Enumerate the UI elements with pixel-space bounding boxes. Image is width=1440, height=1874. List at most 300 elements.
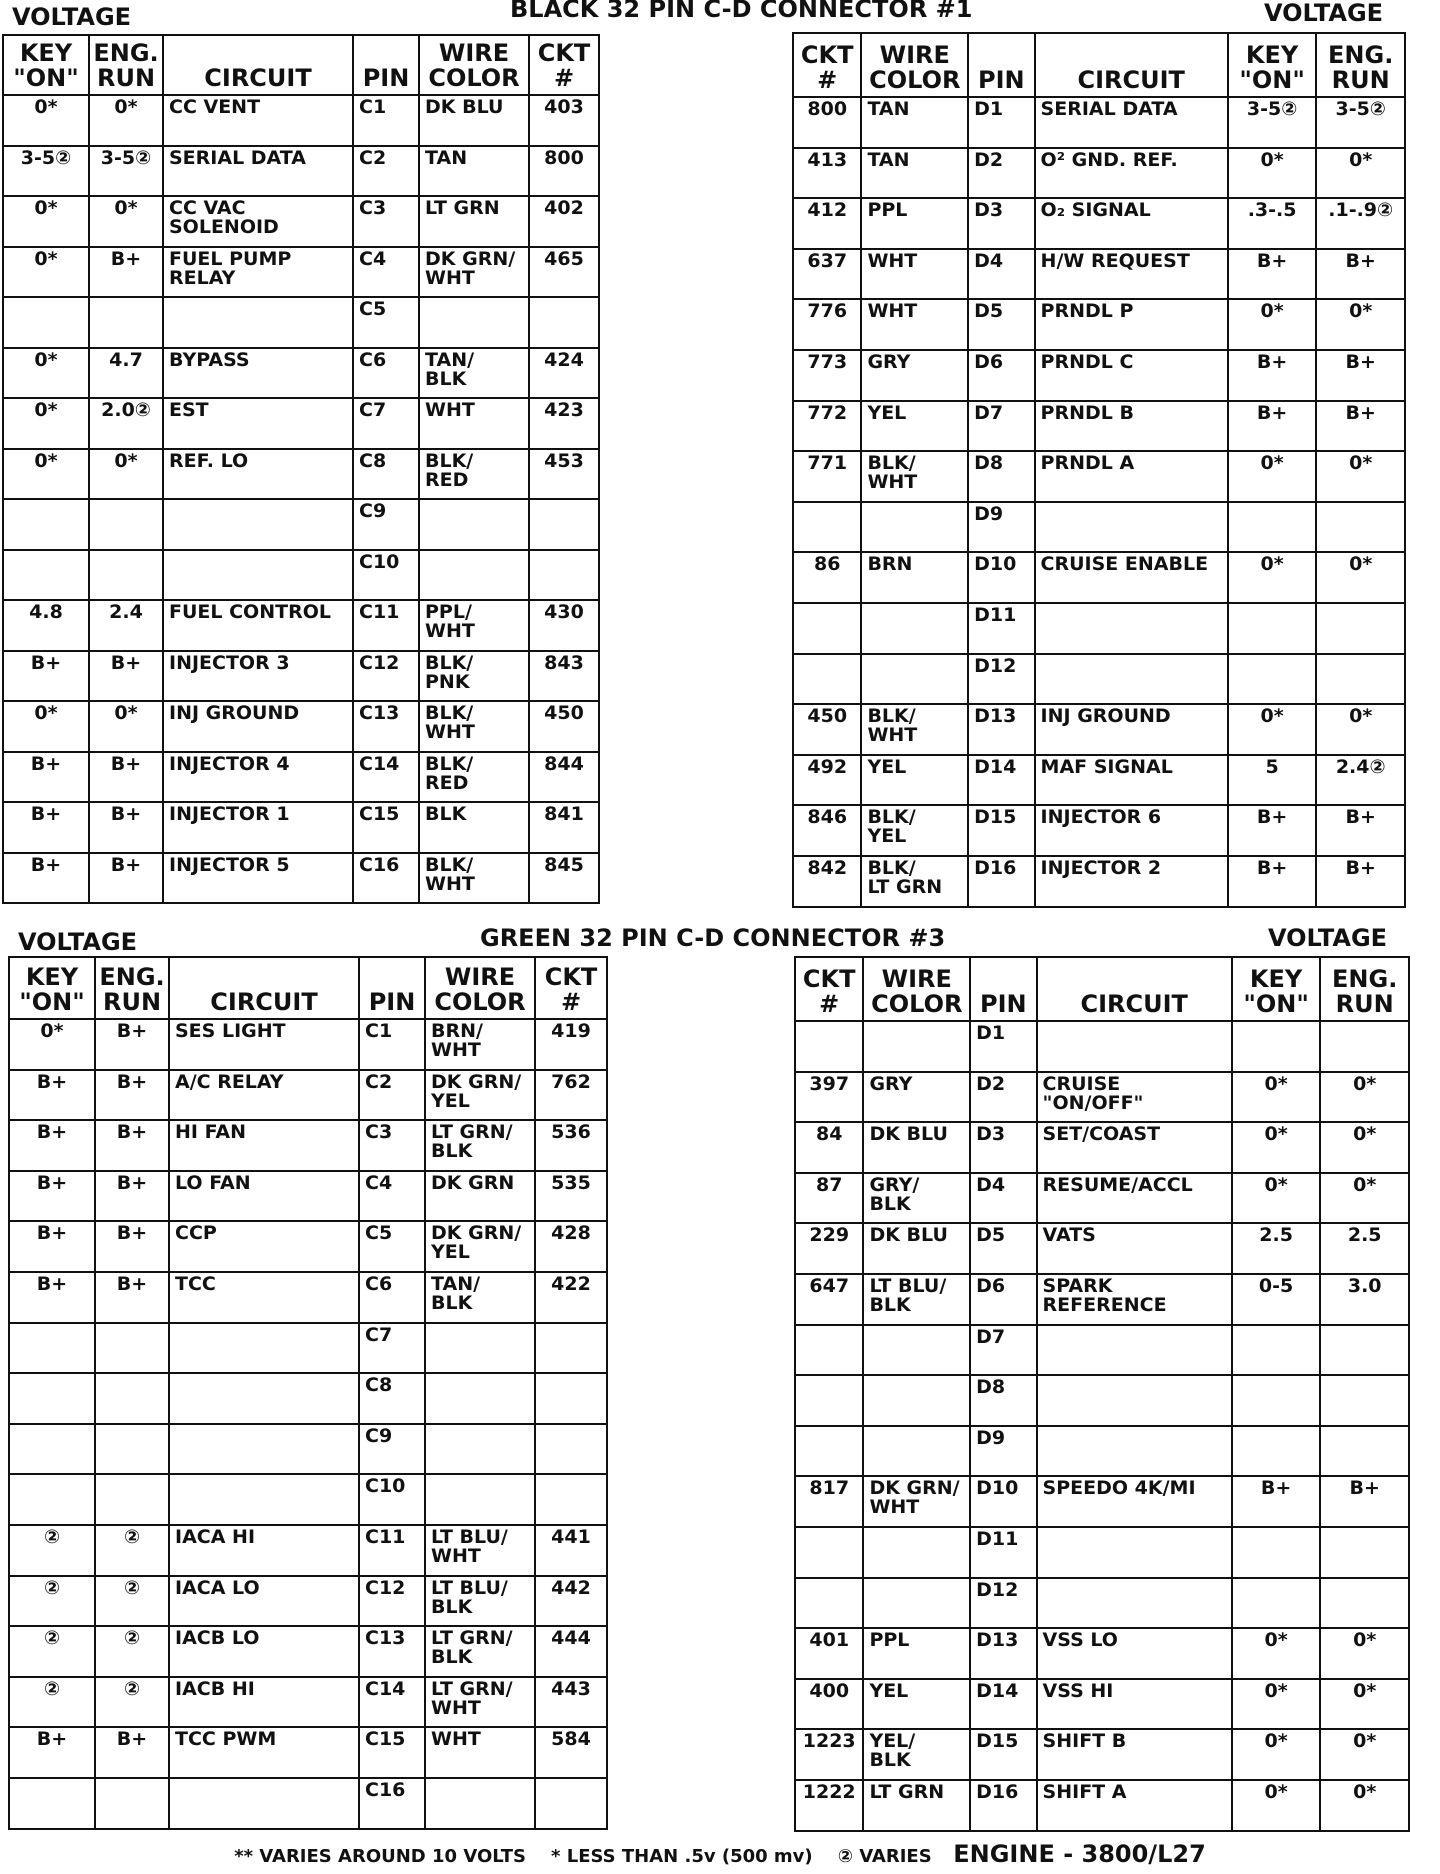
cell-pin: D14 — [970, 1679, 1036, 1730]
cell-pin: C5 — [359, 1221, 425, 1272]
cell-wire — [425, 1778, 535, 1829]
cell-circuit: IACA LO — [169, 1576, 359, 1627]
cell-ckt: 772 — [793, 401, 861, 452]
cell-eng-run: 0* — [1316, 299, 1405, 350]
cell-ckt: 1222 — [795, 1780, 863, 1831]
cell-eng-run — [1320, 1325, 1409, 1376]
cell-ckt: 844 — [529, 752, 599, 803]
cell-pin: D3 — [970, 1122, 1036, 1173]
cell-eng-run — [89, 550, 163, 601]
cell-wire — [419, 297, 529, 348]
cell-wire: TAN — [861, 97, 968, 148]
header-circuit: CIRCUIT — [163, 35, 353, 95]
table-row — [793, 856, 1405, 907]
cell-ckt: 647 — [795, 1274, 863, 1325]
cell-circuit — [1037, 1021, 1232, 1072]
cell-eng-run: B+ — [89, 802, 163, 853]
cell-circuit — [1037, 1375, 1232, 1426]
cell-pin: C4 — [359, 1171, 425, 1222]
black-d-pin-table — [792, 32, 1406, 908]
cell-wire: LT GRN/ BLK — [425, 1626, 535, 1677]
cell-wire: DK BLU — [863, 1122, 970, 1173]
cell-key-on: B+ — [9, 1171, 95, 1222]
cell-pin: C8 — [353, 449, 419, 500]
green-c-pin-table — [8, 956, 608, 1830]
cell-pin: D15 — [968, 805, 1034, 856]
cell-ckt — [529, 499, 599, 550]
cell-pin: C15 — [359, 1727, 425, 1778]
cell-pin: C13 — [359, 1626, 425, 1677]
cell-key-on: 4.8 — [3, 600, 89, 651]
cell-pin: D1 — [970, 1021, 1036, 1072]
cell-ckt: 841 — [529, 802, 599, 853]
engine-label: ENGINE - 3800/L27 — [953, 1840, 1206, 1868]
cell-circuit: FUEL PUMP RELAY — [163, 247, 353, 298]
cell-circuit: CRUISE "ON/OFF" — [1037, 1072, 1232, 1123]
table-row — [9, 1272, 607, 1323]
cell-eng-run: 0* — [1320, 1628, 1409, 1679]
table-row — [795, 1729, 1409, 1780]
cell-wire: LT GRN/ BLK — [425, 1120, 535, 1171]
cell-pin: C3 — [353, 196, 419, 247]
cell-circuit — [169, 1373, 359, 1424]
cell-ckt: 397 — [795, 1072, 863, 1123]
cell-pin: D16 — [970, 1780, 1036, 1831]
table-row — [3, 348, 599, 399]
black-voltage-left-label: VOLTAGE — [12, 3, 132, 31]
cell-ckt: 453 — [529, 449, 599, 500]
cell-pin: C10 — [359, 1474, 425, 1525]
cell-circuit: BYPASS — [163, 348, 353, 399]
cell-eng-run: ② — [95, 1525, 169, 1576]
cell-key-on: 0* — [1232, 1628, 1321, 1679]
cell-eng-run — [1320, 1021, 1409, 1072]
cell-eng-run: ② — [95, 1677, 169, 1728]
cell-ckt: 229 — [795, 1223, 863, 1274]
cell-wire: LT BLU/ BLK — [425, 1576, 535, 1627]
table-row — [793, 552, 1405, 603]
cell-ckt — [535, 1424, 607, 1475]
cell-wire: BLK/ YEL — [861, 805, 968, 856]
cell-circuit: VSS LO — [1037, 1628, 1232, 1679]
cell-key-on — [1232, 1527, 1321, 1578]
cell-wire — [861, 502, 968, 553]
cell-ckt: 87 — [795, 1173, 863, 1224]
cell-eng-run: ② — [95, 1576, 169, 1627]
cell-key-on: 0* — [1232, 1122, 1321, 1173]
cell-wire — [863, 1527, 970, 1578]
cell-eng-run — [1320, 1375, 1409, 1426]
table-row — [9, 1727, 607, 1778]
cell-circuit: SES LIGHT — [169, 1019, 359, 1070]
cell-ckt: 800 — [793, 97, 861, 148]
table-row — [9, 1576, 607, 1627]
header-eng-run: ENG. RUN — [95, 957, 169, 1019]
cell-circuit — [169, 1778, 359, 1829]
cell-circuit — [169, 1474, 359, 1525]
table-row — [9, 1019, 607, 1070]
cell-eng-run: B+ — [95, 1171, 169, 1222]
cell-eng-run — [1320, 1527, 1409, 1578]
table-row — [3, 550, 599, 601]
cell-eng-run: 0* — [89, 701, 163, 752]
cell-pin: C7 — [359, 1323, 425, 1374]
cell-ckt — [795, 1426, 863, 1477]
cell-eng-run: 0* — [89, 95, 163, 146]
cell-ckt: 441 — [535, 1525, 607, 1576]
cell-key-on — [1228, 603, 1317, 654]
table-row — [3, 499, 599, 550]
cell-key-on: 0* — [1232, 1072, 1321, 1123]
table-row — [793, 198, 1405, 249]
cell-key-on: B+ — [3, 651, 89, 702]
cell-key-on — [1228, 654, 1317, 705]
cell-key-on — [9, 1373, 95, 1424]
cell-eng-run: .1-.9② — [1316, 198, 1405, 249]
cell-pin: C16 — [359, 1778, 425, 1829]
cell-key-on — [9, 1778, 95, 1829]
cell-pin: C6 — [353, 348, 419, 399]
cell-eng-run — [89, 499, 163, 550]
cell-pin: D9 — [968, 502, 1034, 553]
cell-pin: D13 — [970, 1628, 1036, 1679]
cell-eng-run: 2.4 — [89, 600, 163, 651]
table-row — [795, 1527, 1409, 1578]
cell-circuit: FUEL CONTROL — [163, 600, 353, 651]
cell-ckt: 428 — [535, 1221, 607, 1272]
cell-wire: TAN/ BLK — [425, 1272, 535, 1323]
green-voltage-left-label: VOLTAGE — [18, 928, 138, 956]
cell-pin: D8 — [968, 451, 1034, 502]
black-voltage-right-label: VOLTAGE — [1264, 0, 1384, 27]
cell-wire: BLK/ WHT — [419, 701, 529, 752]
cell-circuit: INJECTOR 1 — [163, 802, 353, 853]
header-pin: PIN — [353, 35, 419, 95]
cell-circuit: SERIAL DATA — [163, 146, 353, 197]
cell-eng-run: B+ — [89, 853, 163, 904]
cell-circuit: INJECTOR 6 — [1035, 805, 1228, 856]
table-row — [9, 1626, 607, 1677]
cell-key-on: B+ — [9, 1272, 95, 1323]
cell-eng-run — [1316, 502, 1405, 553]
cell-pin: C9 — [353, 499, 419, 550]
cell-wire: DK GRN/ YEL — [425, 1221, 535, 1272]
cell-eng-run — [95, 1474, 169, 1525]
table-row — [795, 1780, 1409, 1831]
cell-key-on: 0* — [1232, 1173, 1321, 1224]
cell-pin: C6 — [359, 1272, 425, 1323]
legend-note: ** VARIES AROUND 10 VOLTS * LESS THAN .5v (500 mv) ② VARIES — [234, 1846, 932, 1867]
table-row — [795, 1122, 1409, 1173]
cell-key-on: ② — [9, 1677, 95, 1728]
cell-pin: D11 — [968, 603, 1034, 654]
cell-circuit: CC VAC SOLENOID — [163, 196, 353, 247]
cell-eng-run: 0* — [1320, 1729, 1409, 1780]
cell-key-on: B+ — [9, 1221, 95, 1272]
cell-key-on — [1232, 1325, 1321, 1376]
table-row — [795, 1223, 1409, 1274]
table-row — [795, 1274, 1409, 1325]
cell-wire — [863, 1375, 970, 1426]
header-pin: PIN — [968, 33, 1034, 97]
cell-eng-run — [89, 297, 163, 348]
cell-eng-run — [1316, 603, 1405, 654]
cell-ckt: 442 — [535, 1576, 607, 1627]
cell-key-on: .3-.5 — [1228, 198, 1317, 249]
cell-key-on — [1232, 1021, 1321, 1072]
cell-ckt — [529, 550, 599, 601]
cell-wire: YEL — [863, 1679, 970, 1730]
cell-wire — [425, 1373, 535, 1424]
cell-ckt: 800 — [529, 146, 599, 197]
cell-wire: BLK/ WHT — [861, 451, 968, 502]
cell-pin: C2 — [359, 1070, 425, 1121]
cell-key-on: 0* — [3, 196, 89, 247]
cell-circuit: SHIFT B — [1037, 1729, 1232, 1780]
cell-ckt: 402 — [529, 196, 599, 247]
cell-eng-run: 4.7 — [89, 348, 163, 399]
cell-key-on: 0* — [3, 348, 89, 399]
cell-ckt — [793, 502, 861, 553]
cell-wire: TAN — [861, 148, 968, 199]
cell-pin: C2 — [353, 146, 419, 197]
table-row — [9, 1525, 607, 1576]
cell-key-on: ② — [9, 1576, 95, 1627]
cell-ckt: 422 — [535, 1272, 607, 1323]
cell-circuit: INJECTOR 5 — [163, 853, 353, 904]
cell-eng-run — [95, 1778, 169, 1829]
cell-ckt: 776 — [793, 299, 861, 350]
cell-ckt: 535 — [535, 1171, 607, 1222]
header-eng-run: ENG. RUN — [1316, 33, 1405, 97]
cell-pin: C1 — [353, 95, 419, 146]
table-row — [795, 1476, 1409, 1527]
cell-eng-run — [1316, 654, 1405, 705]
cell-wire: TAN/ BLK — [419, 348, 529, 399]
header-wire-color: WIRE COLOR — [863, 957, 970, 1021]
cell-key-on — [1228, 502, 1317, 553]
table-row — [793, 704, 1405, 755]
cell-eng-run: B+ — [1316, 805, 1405, 856]
cell-pin: C12 — [359, 1576, 425, 1627]
cell-key-on: 0* — [1232, 1780, 1321, 1831]
cell-pin: D3 — [968, 198, 1034, 249]
header-ckt: CKT # — [529, 35, 599, 95]
table-row — [3, 95, 599, 146]
cell-wire: YEL — [861, 401, 968, 452]
cell-pin: D16 — [968, 856, 1034, 907]
cell-ckt: 450 — [793, 704, 861, 755]
cell-circuit: H/W REQUEST — [1035, 249, 1228, 300]
cell-circuit: TCC PWM — [169, 1727, 359, 1778]
cell-ckt: 444 — [535, 1626, 607, 1677]
table-row — [795, 1072, 1409, 1123]
table-row — [793, 350, 1405, 401]
cell-key-on: B+ — [1232, 1476, 1321, 1527]
cell-key-on: B+ — [1228, 249, 1317, 300]
table-row — [793, 805, 1405, 856]
cell-ckt — [795, 1375, 863, 1426]
cell-eng-run — [95, 1424, 169, 1475]
cell-key-on: B+ — [9, 1120, 95, 1171]
cell-circuit — [1037, 1578, 1232, 1629]
cell-ckt: 762 — [535, 1070, 607, 1121]
table-row — [9, 1171, 607, 1222]
cell-circuit: EST — [163, 398, 353, 449]
cell-key-on: 0* — [3, 95, 89, 146]
cell-pin: D9 — [970, 1426, 1036, 1477]
table-row — [9, 1677, 607, 1728]
cell-eng-run: B+ — [1320, 1476, 1409, 1527]
cell-ckt: 846 — [793, 805, 861, 856]
table-row — [793, 401, 1405, 452]
cell-circuit — [1035, 502, 1228, 553]
cell-wire: GRY — [863, 1072, 970, 1123]
table-row — [793, 148, 1405, 199]
cell-eng-run: B+ — [1316, 249, 1405, 300]
cell-pin: D5 — [970, 1223, 1036, 1274]
cell-key-on: 0* — [3, 247, 89, 298]
cell-eng-run: B+ — [95, 1727, 169, 1778]
cell-wire: BLK/ RED — [419, 449, 529, 500]
cell-eng-run: 0* — [1320, 1173, 1409, 1224]
cell-eng-run: 0* — [1320, 1122, 1409, 1173]
cell-pin: C7 — [353, 398, 419, 449]
cell-circuit: CCP — [169, 1221, 359, 1272]
cell-wire: BRN/ WHT — [425, 1019, 535, 1070]
table-row — [3, 146, 599, 197]
green-voltage-right-label: VOLTAGE — [1268, 924, 1388, 952]
cell-circuit: O₂ SIGNAL — [1035, 198, 1228, 249]
cell-key-on: 0* — [3, 449, 89, 500]
cell-circuit — [1037, 1527, 1232, 1578]
cell-circuit: SPEEDO 4K/MI — [1037, 1476, 1232, 1527]
cell-wire — [425, 1474, 535, 1525]
table-row — [9, 1424, 607, 1475]
cell-circuit — [1035, 654, 1228, 705]
cell-circuit: PRNDL C — [1035, 350, 1228, 401]
cell-pin: C9 — [359, 1424, 425, 1475]
cell-wire: DK GRN/ YEL — [425, 1070, 535, 1121]
table-row — [795, 1578, 1409, 1629]
cell-key-on: B+ — [9, 1727, 95, 1778]
cell-key-on: B+ — [1228, 856, 1317, 907]
table-row — [793, 451, 1405, 502]
cell-circuit: LO FAN — [169, 1171, 359, 1222]
header-circuit: CIRCUIT — [1035, 33, 1228, 97]
cell-ckt: 413 — [793, 148, 861, 199]
cell-key-on: 0* — [1228, 552, 1317, 603]
cell-wire: LT GRN — [863, 1780, 970, 1831]
header-ckt: CKT # — [795, 957, 863, 1021]
cell-circuit: IACB HI — [169, 1677, 359, 1728]
cell-key-on: B+ — [3, 802, 89, 853]
cell-wire: PPL — [861, 198, 968, 249]
cell-circuit — [163, 550, 353, 601]
cell-eng-run: 0* — [1316, 148, 1405, 199]
cell-key-on: 3-5② — [1228, 97, 1317, 148]
cell-circuit: TCC — [169, 1272, 359, 1323]
cell-eng-run: 0* — [1320, 1780, 1409, 1831]
cell-ckt: 424 — [529, 348, 599, 399]
cell-pin: C1 — [359, 1019, 425, 1070]
black-c-pin-table — [2, 34, 600, 904]
cell-circuit — [163, 499, 353, 550]
cell-ckt: 430 — [529, 600, 599, 651]
table-row — [3, 651, 599, 702]
cell-circuit: INJ GROUND — [163, 701, 353, 752]
cell-eng-run: B+ — [95, 1272, 169, 1323]
cell-ckt: 1223 — [795, 1729, 863, 1780]
cell-eng-run: 0* — [89, 196, 163, 247]
cell-wire — [425, 1323, 535, 1374]
table-row — [795, 1325, 1409, 1376]
table-row — [9, 1474, 607, 1525]
cell-ckt — [793, 603, 861, 654]
cell-eng-run: 3-5② — [89, 146, 163, 197]
cell-eng-run: 0* — [1320, 1679, 1409, 1730]
cell-circuit — [169, 1323, 359, 1374]
cell-wire — [861, 603, 968, 654]
cell-wire: BLK/ WHT — [861, 704, 968, 755]
cell-wire: BLK/ WHT — [419, 853, 529, 904]
cell-ckt: 400 — [795, 1679, 863, 1730]
cell-wire: GRY/ BLK — [863, 1173, 970, 1224]
cell-wire: WHT — [861, 249, 968, 300]
cell-ckt: 84 — [795, 1122, 863, 1173]
cell-wire: LT GRN/ WHT — [425, 1677, 535, 1728]
cell-circuit: INJ GROUND — [1035, 704, 1228, 755]
cell-pin: D8 — [970, 1375, 1036, 1426]
table-row — [793, 249, 1405, 300]
table-row — [793, 97, 1405, 148]
cell-key-on: 0* — [1228, 148, 1317, 199]
cell-key-on — [9, 1474, 95, 1525]
cell-ckt — [793, 654, 861, 705]
cell-circuit: IACB LO — [169, 1626, 359, 1677]
cell-circuit: VATS — [1037, 1223, 1232, 1274]
cell-circuit: MAF SIGNAL — [1035, 755, 1228, 806]
cell-wire — [863, 1578, 970, 1629]
cell-pin: D2 — [968, 148, 1034, 199]
cell-wire: BLK — [419, 802, 529, 853]
cell-eng-run: B+ — [1316, 856, 1405, 907]
cell-eng-run: 0* — [1316, 552, 1405, 603]
header-ckt: CKT # — [535, 957, 607, 1019]
cell-eng-run: 2.5 — [1320, 1223, 1409, 1274]
cell-wire: GRY — [861, 350, 968, 401]
cell-ckt: 412 — [793, 198, 861, 249]
cell-wire: DK GRN/ WHT — [419, 247, 529, 298]
cell-circuit — [1037, 1426, 1232, 1477]
cell-wire: BRN — [861, 552, 968, 603]
header-key-on: KEY "ON" — [1232, 957, 1321, 1021]
table-row — [3, 853, 599, 904]
black-connector-title: BLACK 32 PIN C-D CONNECTOR #1 — [510, 0, 973, 23]
cell-eng-run: 2.4② — [1316, 755, 1405, 806]
cell-pin: C11 — [359, 1525, 425, 1576]
table-row — [9, 1323, 607, 1374]
cell-key-on: 0* — [1228, 704, 1317, 755]
cell-circuit: SPARK REFERENCE — [1037, 1274, 1232, 1325]
table-row — [9, 1778, 607, 1829]
cell-circuit: PRNDL A — [1035, 451, 1228, 502]
cell-circuit: CC VENT — [163, 95, 353, 146]
green-connector-title: GREEN 32 PIN C-D CONNECTOR #3 — [480, 924, 946, 952]
header-circuit: CIRCUIT — [169, 957, 359, 1019]
cell-pin: C15 — [353, 802, 419, 853]
cell-key-on — [3, 499, 89, 550]
